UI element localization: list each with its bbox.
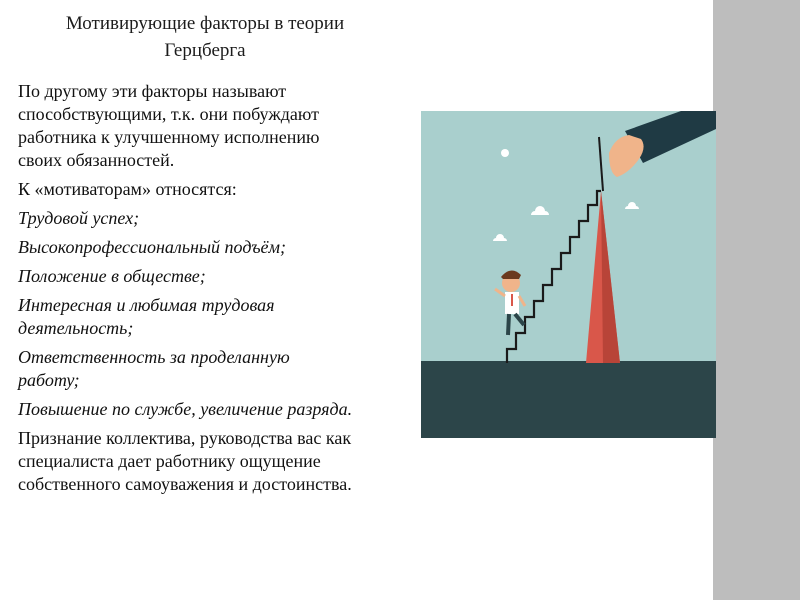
slide-title xyxy=(0,10,410,64)
intro-paragraph xyxy=(18,80,438,172)
motivator-item-line-1: Повышение по службе, увеличение разряда. xyxy=(18,399,353,419)
motivator-item xyxy=(18,207,438,230)
motivator-item xyxy=(18,265,438,288)
motivators-heading: К «мотиваторам» относятся: xyxy=(18,179,237,199)
closing-paragraph xyxy=(18,427,438,496)
motivator-item xyxy=(18,236,438,259)
motivator-item xyxy=(18,346,438,392)
motivator-item-line-1: Трудовой успех; xyxy=(18,208,140,228)
title-line-1: Мотивирующие факторы в теории xyxy=(65,13,345,34)
intro-line-4: своих обязанностей. xyxy=(18,150,175,170)
closing-line-2: специалиста дает работнику ощущение xyxy=(18,451,321,471)
title-line-2: Герцберга xyxy=(164,40,246,61)
closing-line-3: собственного самоуважения и достоинства. xyxy=(18,474,352,494)
motivator-item-line-1: Ответственность за проделанную xyxy=(18,347,290,367)
motivator-item-line-1: Положение в обществе; xyxy=(18,266,206,286)
motivator-item xyxy=(18,398,438,421)
closing-line-1: Признание коллектива, руководства вас как xyxy=(18,428,352,448)
motivator-item-line-1: Интересная и любимая трудовая xyxy=(18,295,275,315)
motivator-item-line-2: деятельность; xyxy=(18,318,134,338)
right-side-stripe xyxy=(713,0,800,600)
motivator-item xyxy=(18,294,438,340)
slide-body xyxy=(18,80,438,502)
intro-line-1: По другому эти факторы называют xyxy=(18,81,287,101)
intro-line-2: способствующими, т.к. они побуждают xyxy=(18,104,319,124)
ground xyxy=(421,361,716,438)
career-ladder-illustration xyxy=(421,111,716,438)
cloud-icon xyxy=(501,149,509,157)
motivator-item-line-1: Высокопрофессиональный подъём; xyxy=(18,237,287,257)
motivator-item-line-2: работу; xyxy=(18,370,80,390)
intro-line-3: работника к улучшенному исполнению xyxy=(18,127,320,147)
